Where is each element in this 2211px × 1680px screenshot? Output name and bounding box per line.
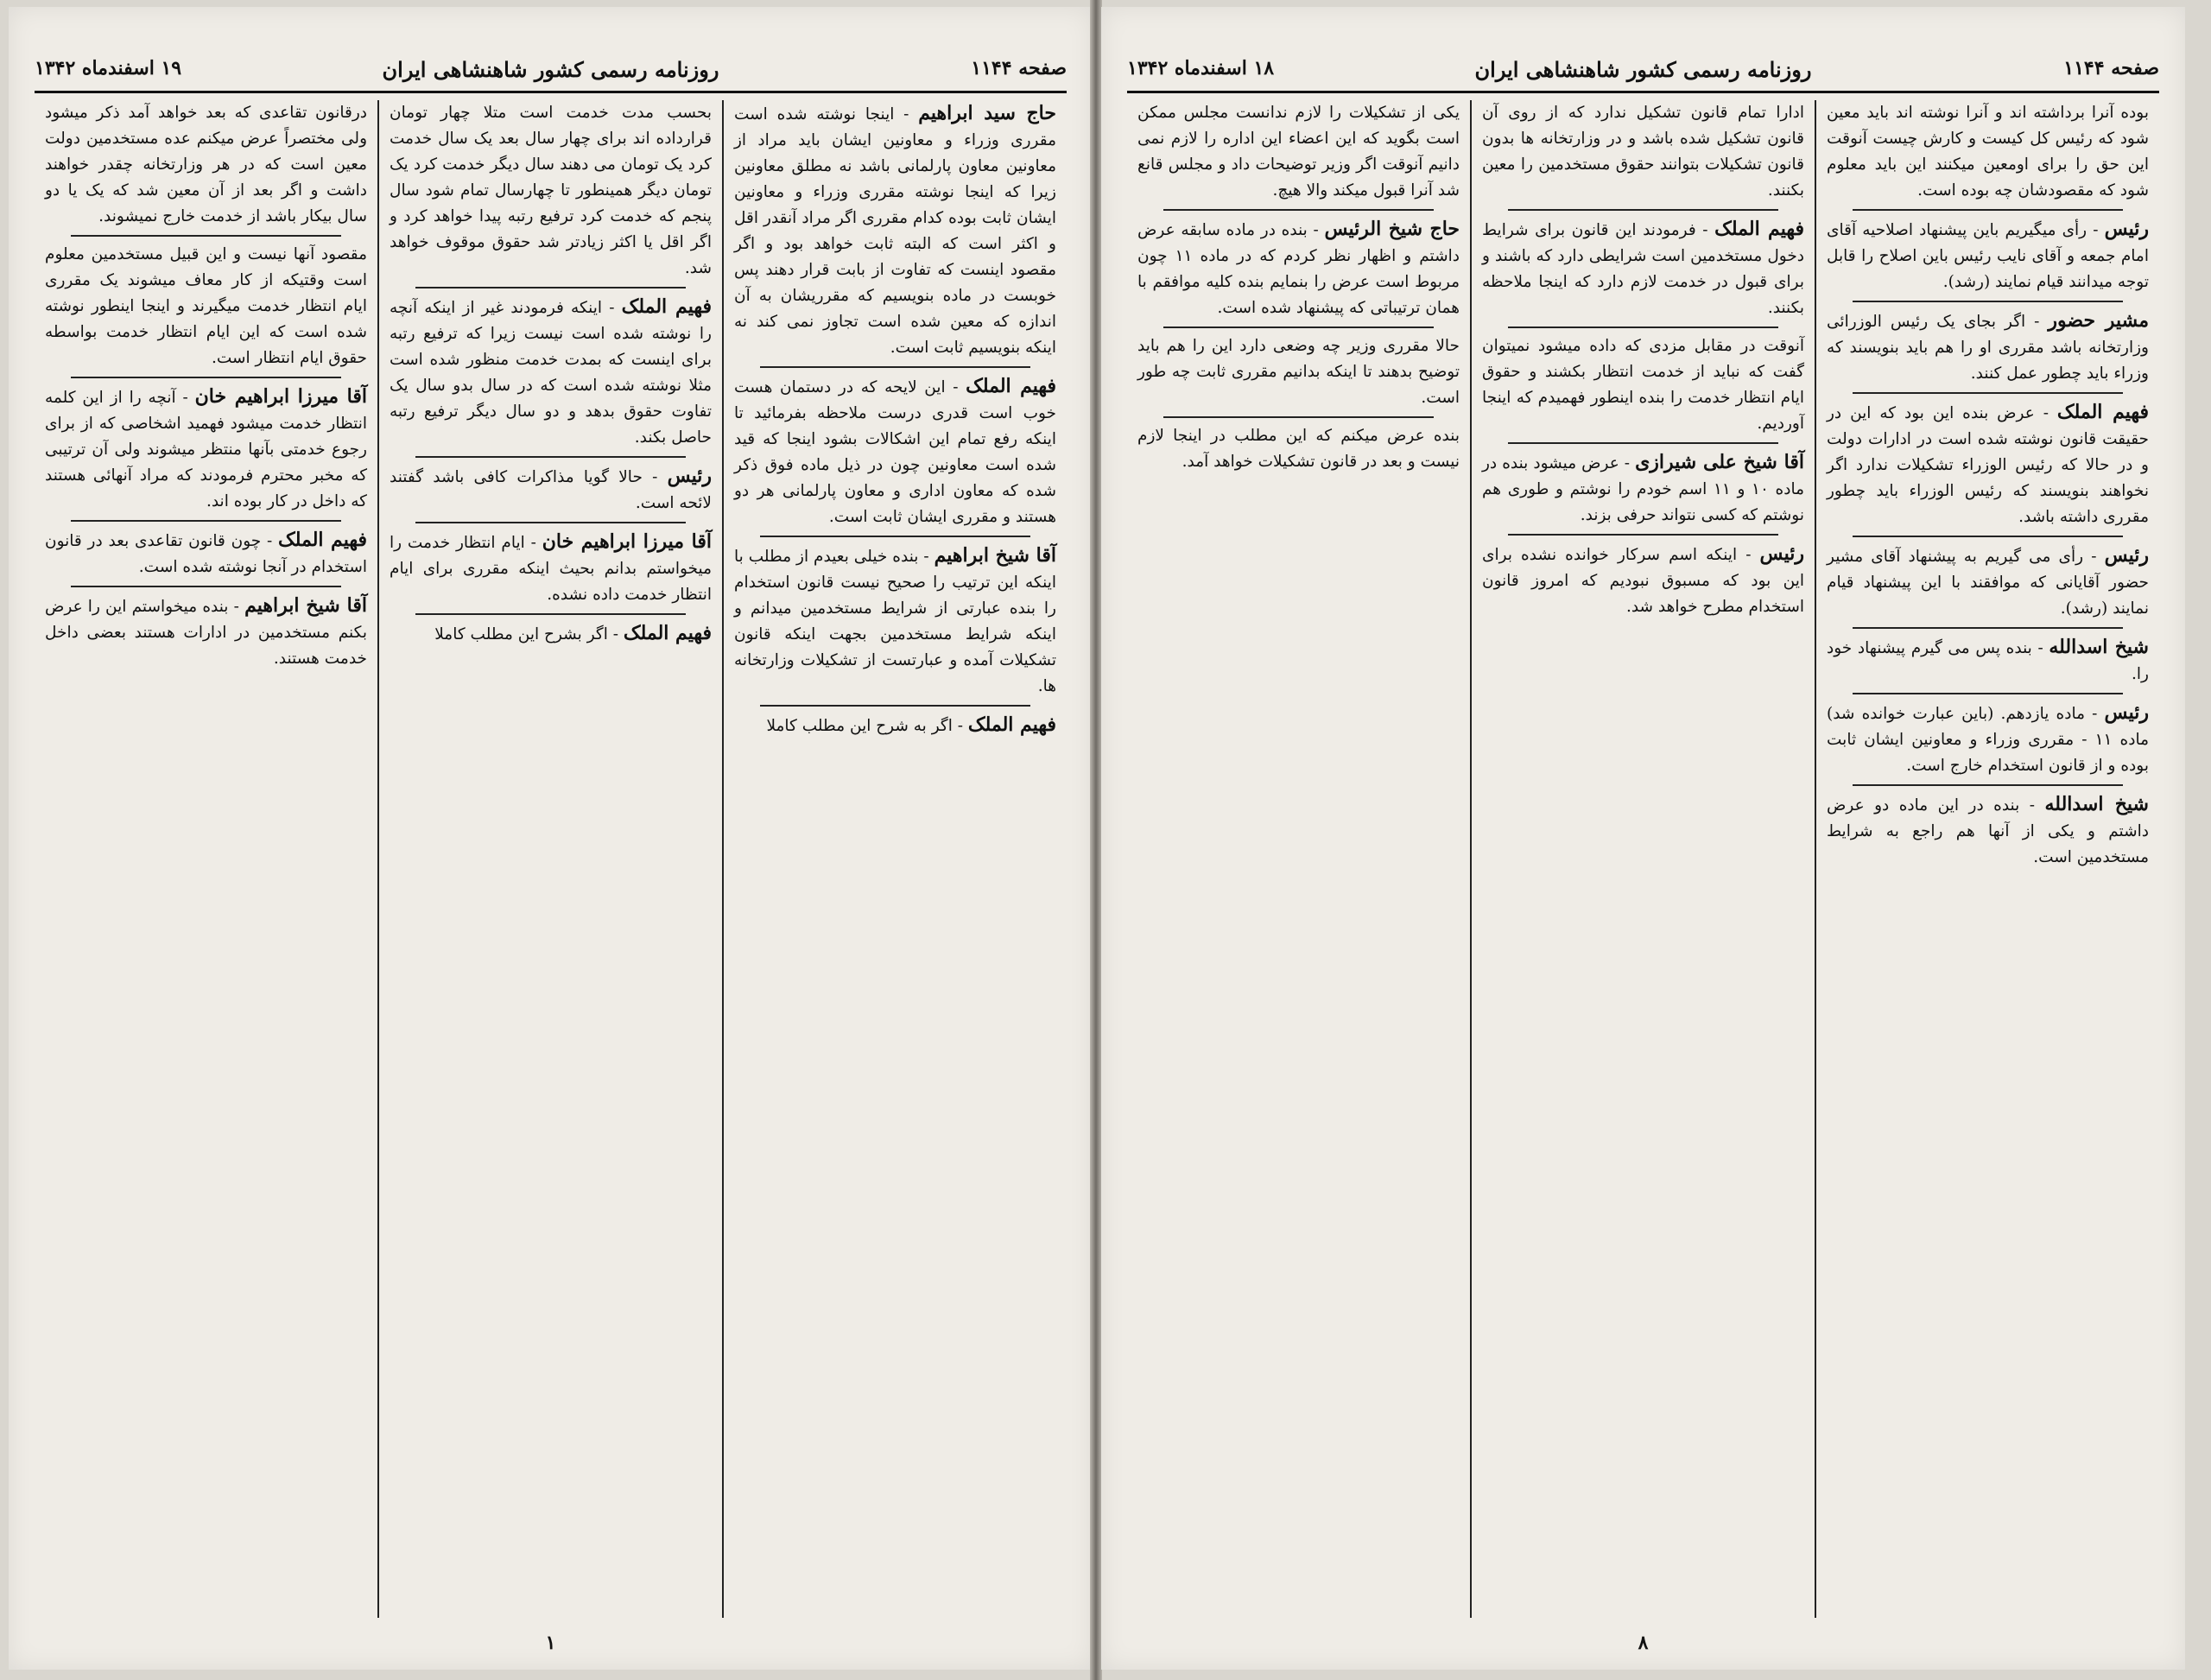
paragraph-text: - اینکه اسم سرکار خوانده نشده برای این بود که مسبوق نبودیم که امروز قانون استخدام مطرح خواهد شد. xyxy=(1482,546,1804,616)
paragraph xyxy=(1827,700,2149,779)
paragraph-text: یکی از تشکیلات را لازم ندانست مجلس ممکن است بگوید که این اعضاء این اداره را لازم نمی دانیم آنوقت اگر وزیر توضیحات داد و مجلس قانع شد آنرا قبول میکند والا هیچ. xyxy=(1137,104,1460,200)
section-divider xyxy=(1853,627,2123,629)
section-divider xyxy=(1508,326,1778,328)
speaker-name: رئیس xyxy=(1759,542,1804,565)
paragraph xyxy=(1137,216,1460,321)
speaker-name: فهیم الملک xyxy=(278,529,367,551)
speaker-name: شیخ اسدالله xyxy=(2049,636,2149,658)
paragraph xyxy=(1827,542,2149,622)
right-page-number: صفحه ۱۱۴۴ xyxy=(2063,57,2159,79)
speaker-name: رئیس xyxy=(667,465,712,487)
paragraph xyxy=(390,100,712,282)
paragraph xyxy=(1137,333,1460,411)
section-divider xyxy=(71,235,341,237)
left-date: ۱۹ اسفندماه ۱۳۴۲ xyxy=(35,57,182,79)
paragraph xyxy=(1482,541,1804,620)
paragraph xyxy=(390,463,712,517)
paragraph-text: - عرض بنده این بود که این در حقیقت قانون نوشته شده است در ادارات دولت و در حالا که رئیس الوزراء تشکیلات ندارد اگر نخواهند بنویسند که رئیس الوزراء باید چطور مقرری داشته باشد. xyxy=(1827,404,2149,526)
section-divider xyxy=(1508,209,1778,211)
paragraph-text: - چون قانون تقاعدی بعد در قانون استخدام در آنجا نوشته شده است. xyxy=(45,532,367,576)
section-divider xyxy=(1853,301,2123,302)
speaker-name: آقا میرزا ابراهیم خان xyxy=(542,530,713,553)
paragraph-text: - بنده میخواستم این را عرض بکنم مستخدمین در ادارات هستند بعضی داخل خدمت هستند. xyxy=(45,598,367,668)
right-date: ۱۸ اسفندماه ۱۳۴۲ xyxy=(1127,57,1275,79)
section-divider xyxy=(1508,442,1778,444)
paragraph xyxy=(1137,423,1460,475)
paragraph xyxy=(1827,216,2149,295)
paragraph-text: درقانون تقاعدی که بعد خواهد آمد ذکر میشود ولی مختصراً عرض میکنم عده مستخدمین دولت معین است که در هر وزارتخانه چقدر خواهند داشت و اگر بعد از آن معین شد که یک یا دو سال بیکار باشد از خدمت خارج نمیشوند. xyxy=(45,104,367,225)
paragraph-text: - اگر به شرح این مطلب کاملا xyxy=(766,717,963,735)
section-divider xyxy=(71,586,341,587)
section-divider xyxy=(415,456,686,458)
paragraph-text: - ماده یازدهم. (باین عبارت خوانده شد) ماده ۱۱ - مقرری وزراء و معاونین ایشان ثابت بوده و از قانون استخدام خارج است. xyxy=(1827,705,2150,775)
section-divider xyxy=(1163,326,1434,328)
paragraph xyxy=(734,373,1056,530)
masthead-rule xyxy=(1127,91,2159,93)
paragraph xyxy=(390,294,712,451)
paragraph xyxy=(1482,216,1804,321)
section-divider xyxy=(760,536,1030,537)
right-column-2 xyxy=(1470,100,1815,1618)
section-divider xyxy=(1853,392,2123,394)
section-divider xyxy=(1163,416,1434,418)
paragraph xyxy=(734,712,1056,739)
right-column-1 xyxy=(1815,100,2159,1618)
speaker-name: حاج سید ابراهیم xyxy=(918,102,1056,124)
section-divider xyxy=(1853,693,2123,694)
paragraph-text: ادارا تمام قانون تشکیل ندارد که از روی آن قانون تشکیل شده باشد و در وزارتخانه ها بدون قانون تشکیلات بتوانند حقوق مستخدمین را معین بکنند. xyxy=(1482,104,1804,200)
left-column-1 xyxy=(722,100,1067,1618)
paragraph-text: - رأی میگیریم باین پیشنهاد اصلاحیه آقای امام جمعه و آقای نایب رئیس باین اصلاح را قابل توجه میدانند قیام نمایند (رشد). xyxy=(1827,221,2149,291)
paragraph xyxy=(1482,333,1804,437)
section-divider xyxy=(1853,784,2123,786)
paragraph xyxy=(45,242,367,371)
speaker-name: آقا شیخ ابراهیم xyxy=(934,544,1057,567)
right-columns xyxy=(1127,100,2159,1618)
left-columns xyxy=(35,100,1067,1618)
paragraph xyxy=(1137,100,1460,204)
paragraph xyxy=(45,527,367,580)
right-footer-number: ۸ xyxy=(1638,1632,1649,1654)
paragraph xyxy=(45,593,367,672)
paragraph-text: - فرمودند این قانون برای شرایط دخول مستخدمین است شرایطی دارد که باشند و برای قبول در خدمت لازم دارد که اینجا ملاحظه بکنند. xyxy=(1482,221,1804,317)
paragraph-text: - بنده پس می گیرم پیشنهاد خود را. xyxy=(1827,639,2149,683)
paragraph-text: - اینجا نوشته شده است مقرری وزراء و معاونین ایشان باید مراد از معاونین معاون پارلمانی باشد نه مطلق معاونین زیرا که اینجا نوشته مقرری وزراء و معاونین ایشان ثابت بوده کدام مقرری اگر مراد آنقدر اقل و اکثر است که البته ثابت خواهد بود و اگر مقصود اینست که تفاوت از بابت قرار دهند پس خوبست در ماده بنویسیم که مقرریشان به آن اندازه که معین شده است تجاوز نمی کند نه اینکه بنویسیم ثابت است. xyxy=(734,105,1056,357)
right-masthead xyxy=(1127,52,2159,93)
section-divider xyxy=(71,520,341,522)
paragraph xyxy=(390,620,712,648)
paragraph-text: - رأی می گیریم به پیشنهاد آقای مشیر حضور آقایانی که موافقند با این پیشنهاد قیام نمایند (رشد). xyxy=(1827,548,2149,618)
paragraph-text: - اینکه فرمودند غیر از اینکه آنچه را نوشته شده است نیست زیرا که ترفیع رتبه برای اینست که بمدت خدمت منظور شده است مثلا نوشته شده است که در سال بدو سال یک تفاوت حقوق بدهد و دو سال دیگر ترفیع رتبه حاصل بکند. xyxy=(390,299,712,447)
speaker-name: فهیم الملک xyxy=(623,622,712,644)
paragraph-text: - آنچه را از این کلمه انتظار خدمت میشود فهمید اشخاصی که از برای رجوع خدمتی بآنها منتظر میشوند ولی آن ترتیبی که مخبر محترم فرمودند که مراد آنهائی هستند که داخل در کار بوده اند. xyxy=(45,389,367,510)
paragraph-text: بحسب مدت خدمت است متلا چهار تومان قرارداده اند برای چهار سال بعد یک سال خدمت کرد یک تومان می دهند سال دیگر خدمت کرد یک تومان دیگر همینطور تا چهارسال تمام شود سال پنجم که خدمت کرد ترفیع رتبه پیدا خواهد کرد و اگر اقل یا اکثر زیادتر شد حقوق موقوف خواهد شد. xyxy=(390,104,712,277)
section-divider xyxy=(415,613,686,615)
right-newspaper-title: روزنامه رسمی کشور شاهنشاهی ایران xyxy=(1474,57,1812,82)
paragraph xyxy=(1827,307,2149,387)
left-page xyxy=(9,7,1093,1670)
speaker-name: مشیر حضور xyxy=(2048,309,2149,332)
speaker-name: حاج شیخ الرئیس xyxy=(1324,218,1460,240)
paragraph-text: بوده آنرا برداشته اند و آنرا نوشته اند باید معین شود که رئیس کل کیست و کارش چیست آنوقت این حق را برای اومعین میکنند این باید معلوم شود که مقصودشان چه بوده است. xyxy=(1827,104,2149,200)
paragraph-text: - اگر بجای یک رئیس الوزرائی وزارتخانه باشد مقرری او را هم باید بنویسند که وزراء باید چطور عمل کنند. xyxy=(1827,313,2149,383)
section-divider xyxy=(71,377,341,378)
paragraph xyxy=(734,100,1056,361)
left-masthead xyxy=(35,52,1067,93)
right-page xyxy=(1101,7,2185,1670)
speaker-name: فهیم الملک xyxy=(2056,401,2150,423)
section-divider xyxy=(415,287,686,288)
paragraph-text: - بنده در این ماده دو عرض داشتم و یکی از آنها هم راجع به شرایط مستخدمین است. xyxy=(1827,796,2149,866)
speaker-name: فهیم الملک xyxy=(966,375,1057,397)
paragraph-text: - حالا گویا مذاکرات کافی باشد گفتند لائحه است. xyxy=(390,468,712,512)
paragraph-text: - بنده خیلی بعیدم از مطلب با اینکه این ترتیب را صحیح نیست قانون استخدام را بنده عبارتی از شرایط مستخدمین میدانم و اینکه شرایط مستخدمین بجهت اینکه قانون تشکیلات آمده و عبارتست از تشکیلات وزارتخانه ها. xyxy=(734,548,1056,695)
speaker-name: آقا میرزا ابراهیم خان xyxy=(194,385,367,408)
speaker-name: شیخ اسدالله xyxy=(2044,793,2149,815)
speaker-name: فهیم الملک xyxy=(1714,218,1804,240)
paragraph-text: - عرض میشود بنده در ماده ۱۰ و ۱۱ اسم خودم را نوشتم و طوری هم نوشتم که کسی نتواند حرفی بزند. xyxy=(1482,454,1804,524)
section-divider xyxy=(415,522,686,523)
speaker-name: آقا شیخ علی شیرازی xyxy=(1635,451,1804,473)
paragraph-text: - اگر بشرح این مطلب کاملا xyxy=(434,625,618,643)
section-divider xyxy=(760,366,1030,368)
paragraph-text: - این لایحه که در دستمان هست خوب است قدری درست ملاحظه بفرمائید تا اینکه رفع تمام این اشکالات بشود اینجا که قید شده است معاونین چون در ذیل ماده فوق ذکر شده که معاون اداری و معاون پارلمانی هر دو هستند و مقرری ایشان ثابت است. xyxy=(734,378,1056,526)
left-column-2 xyxy=(377,100,722,1618)
paragraph-text: حالا مقرری وزیر چه وضعی دارد این را هم باید توضیح بدهند تا اینکه بدانیم مقرری ثابت چه طور است. xyxy=(1137,337,1460,407)
speaker-name: رئیس xyxy=(2104,701,2149,724)
speaker-name: رئیس xyxy=(2104,218,2149,240)
paragraph-text: مقصود آنها نیست و این قبیل مستخدمین معلوم است وقتیکه از کار معاف میشوند یک مقرری ایام انتظار خدمت میگیرند و اینجا اینطور نوشته شده است که این ایام انتظار خدمت بواسطه حقوق ایام انتظار است. xyxy=(45,245,367,367)
paragraph xyxy=(45,100,367,230)
speaker-name: فهیم الملک xyxy=(967,713,1056,736)
paragraph xyxy=(1827,100,2149,204)
paragraph-text: بنده عرض میکنم که این مطلب در اینجا لازم نیست و بعد در قانون تشکیلات خواهد آمد. xyxy=(1137,427,1460,471)
section-divider xyxy=(1853,536,2123,537)
paragraph xyxy=(1827,791,2149,871)
paragraph-text: - بنده در ماده سابقه عرض داشتم و اظهار نظر کردم که در ماده ۱۱ چون مربوط است عرض را بنمایم بنده کلیه موافقم با همان ترتیباتی که پیشنهاد شده است. xyxy=(1137,221,1460,317)
paragraph-text: - ایام انتظار خدمت را میخواستم بدانم بحیث اینکه مقرری برای ایام انتظار خدمت داده نشده. xyxy=(390,534,712,604)
speaker-name: آقا شیخ ابراهیم xyxy=(244,594,367,617)
section-divider xyxy=(1508,534,1778,536)
page-gutter xyxy=(1090,0,1102,1680)
right-column-3 xyxy=(1127,100,1470,1618)
section-divider xyxy=(1853,209,2123,211)
paragraph xyxy=(1827,399,2149,530)
paragraph-text: آنوقت در مقابل مزدی که داده میشود نمیتوان گفت که نباید از خدمت انتظار بکشند و حقوق ایام انتظار خدمت را بنده اینطور فهمیدم که اینجا آوردیم. xyxy=(1482,337,1804,433)
paragraph xyxy=(1827,634,2149,688)
left-newspaper-title: روزنامه رسمی کشور شاهنشاهی ایران xyxy=(382,57,719,82)
speaker-name: رئیس xyxy=(2104,544,2149,567)
paragraph xyxy=(734,542,1056,700)
left-page-number: صفحه ۱۱۴۴ xyxy=(971,57,1067,79)
speaker-name: فهیم الملک xyxy=(621,295,712,318)
left-footer-number: ۱ xyxy=(545,1632,556,1654)
section-divider xyxy=(1163,209,1434,211)
paragraph xyxy=(390,529,712,608)
paragraph xyxy=(1482,449,1804,529)
paragraph xyxy=(1482,100,1804,204)
paragraph xyxy=(45,384,367,515)
masthead-rule xyxy=(35,91,1067,93)
section-divider xyxy=(760,705,1030,707)
left-column-3 xyxy=(35,100,377,1618)
